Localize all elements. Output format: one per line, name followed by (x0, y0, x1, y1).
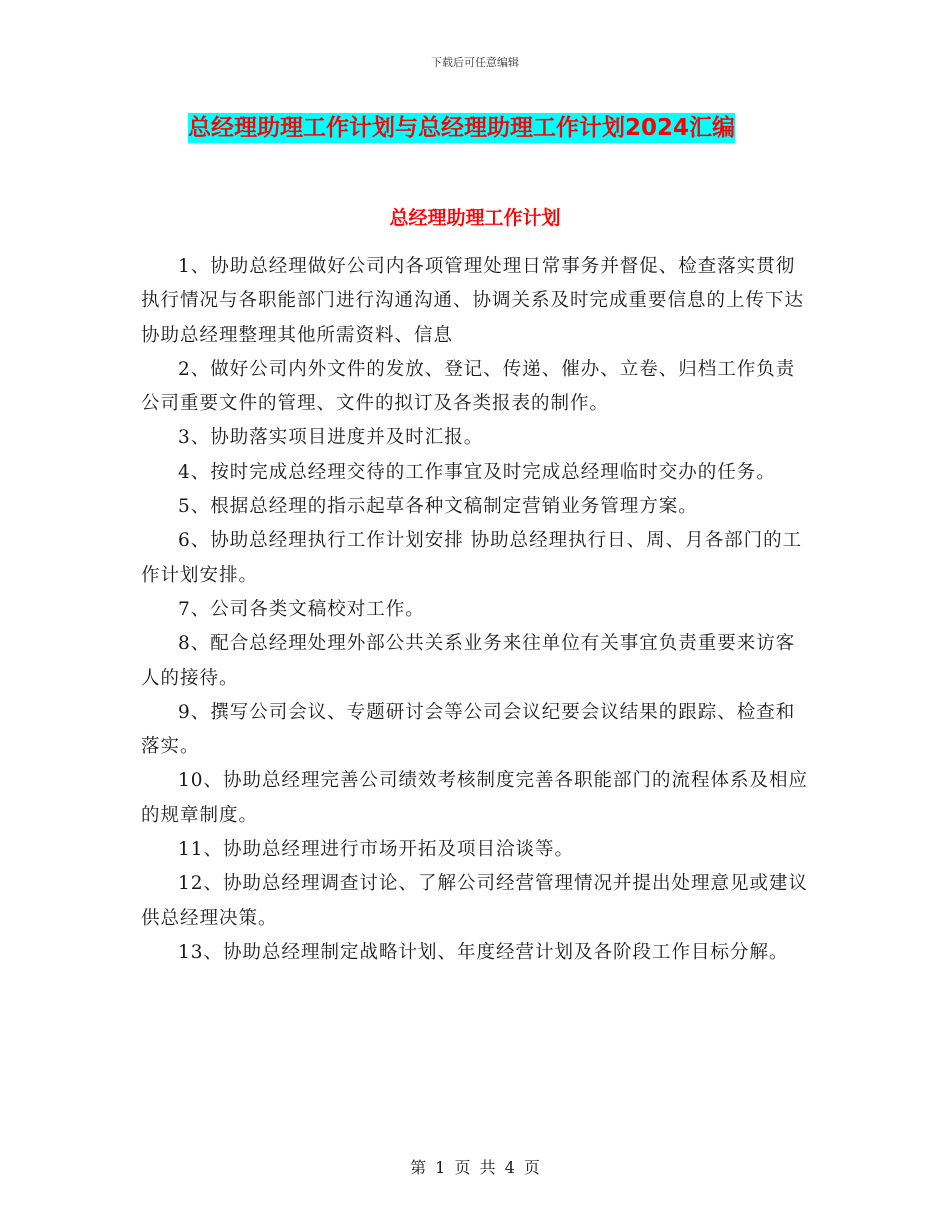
page-footer: 第 1 页 共 4 页 (410, 1158, 540, 1177)
main-title-container (188, 113, 808, 143)
paragraph: 2、做好公司内外文件的发放、登记、传递、催办、立卷、归档工作负责公司重要文件的管理、文件的拟订及各类报表的制作。 (141, 358, 796, 415)
paragraph: 7、公司各类文稿校对工作。 (178, 598, 425, 620)
paragraph: 13、协助总经理制定战略计划、年度经营计划及各阶段工作目标分解。 (178, 941, 789, 963)
paragraph: 5、根据总经理的指示起草各种文稿制定营销业务管理方案。 (178, 496, 698, 518)
section-title: 总经理助理工作计划 (389, 207, 561, 229)
paragraph: 4、按时完成总经理交待的工作事宜及时完成总经理临时交办的任务。 (178, 461, 776, 483)
paragraph: 11、协助总经理进行市场开拓及项目洽谈等。 (178, 839, 575, 861)
paragraph: 10、协助总经理完善公司绩效考核制度完善各职能部门的流程体系及相应的规章制度。 (141, 770, 809, 826)
main-title: 总经理助理工作计划与总经理助理工作计划2024汇编 (188, 115, 736, 141)
paragraph: 3、协助落实项目进度并及时汇报。 (178, 427, 484, 449)
paragraph: 9、撰写公司会议、专题研讨会等公司会议纪要会议结果的跟踪、检查和落实。 (141, 701, 796, 758)
header-note: 下载后可任意编辑 (431, 56, 519, 69)
paragraph: 12、协助总经理调查讨论、了解公司经营管理情况并提出处理意见或建议供总经理决策。 (141, 873, 809, 929)
paragraph: 8、配合总经理处理外部公共关系业务来往单位有关事宜负责重要来访客人的接待。 (141, 633, 796, 689)
document-body (141, 250, 811, 970)
paragraph: 1、协助总经理做好公司内各项管理处理日常事务并督促、检查落实贯彻执行情况与各职能部门进行沟通沟通、协调关系及时完成重要信息的上传下达协助总经理整理其他所需资料、信息 (141, 256, 805, 346)
paragraph: 6、协助总经理执行工作计划安排 协助总经理执行日、周、月各部门的工作计划安排。 (141, 530, 803, 586)
